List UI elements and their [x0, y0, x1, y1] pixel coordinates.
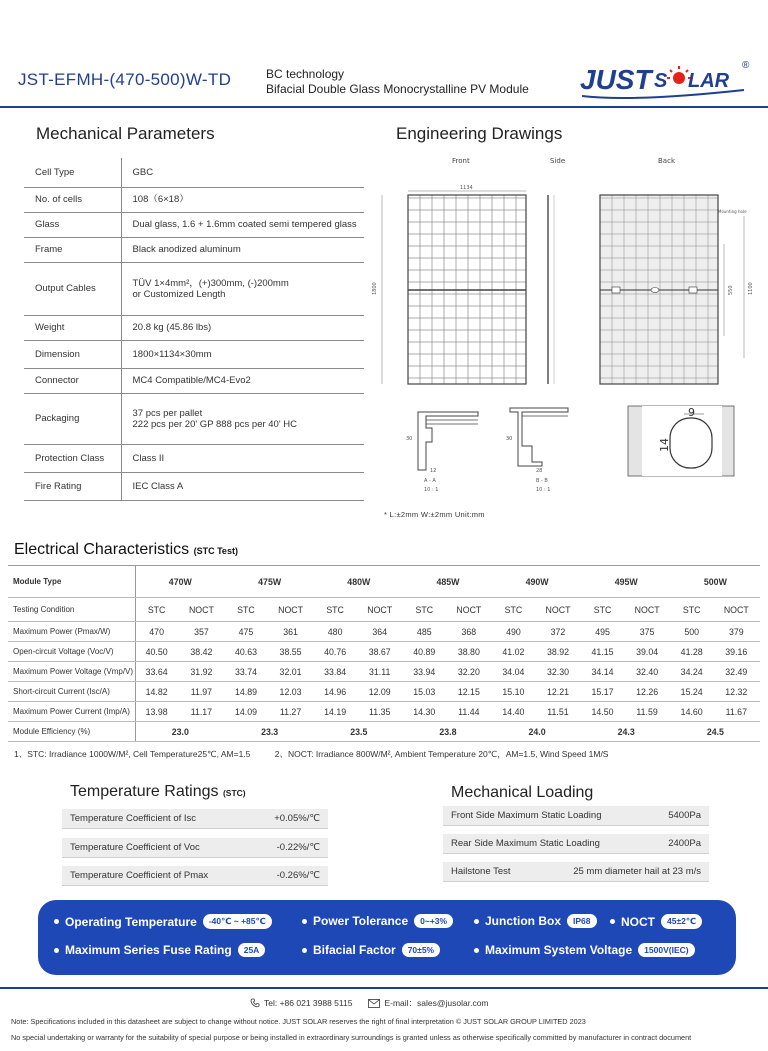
spec-value: 1500V(IEC) — [638, 943, 694, 957]
back-view — [600, 195, 754, 384]
section-b-b — [506, 408, 568, 493]
phone-icon — [250, 998, 260, 1008]
stc-value: 15.17 — [582, 682, 624, 702]
electrical-title-suffix: (STC Test) — [193, 546, 238, 556]
param-value-line2: or Customized Length — [132, 288, 226, 300]
temperature-title-suffix: (STC) — [222, 788, 246, 798]
spec-value: 70±5% — [402, 943, 440, 957]
noct-value: 357 — [178, 622, 225, 642]
side-dimension: 1100 — [748, 282, 754, 295]
model-480: 480W — [314, 566, 403, 598]
param-value-line2: 222 pcs per 20' GP 888 pcs per 40' HC — [132, 418, 298, 430]
electrical-rows — [8, 622, 760, 722]
param-value: Black anodized aluminum — [121, 237, 364, 262]
table-row — [24, 237, 364, 262]
stc-header: STC — [225, 598, 267, 622]
noct-value: 39.04 — [623, 642, 670, 662]
table-row — [8, 642, 760, 662]
temperature-title-text: Temperature Ratings — [70, 783, 219, 800]
efficiency-value: 23.8 — [403, 722, 492, 742]
electrical-title-text: Electrical Characteristics — [14, 541, 190, 558]
footer-divider — [0, 987, 768, 989]
spec-noct — [610, 914, 702, 929]
stc-value: 40.63 — [225, 642, 267, 662]
temp-row — [62, 866, 328, 886]
width-dimension: 1134 — [460, 185, 473, 191]
testing-condition-label: Testing Condition — [8, 598, 135, 622]
temp-key: Temperature Coefficient of Isc — [70, 813, 197, 824]
contact-info — [250, 997, 489, 1009]
noct-value: 38.55 — [267, 642, 314, 662]
noct-value: 375 — [623, 622, 670, 642]
param-value: MC4 Compatible/MC4-Evo2 — [121, 368, 364, 393]
stc-value: 34.04 — [493, 662, 535, 682]
stc-value: 495 — [582, 622, 624, 642]
tolerance-note: * L:±2mm W:±2mm Unit:mm — [384, 510, 485, 519]
load-row — [443, 834, 709, 854]
stc-header: STC — [582, 598, 624, 622]
table-row — [8, 682, 760, 702]
model-500: 500W — [671, 566, 760, 598]
stc-value: 485 — [403, 622, 445, 642]
bullet-icon — [610, 919, 615, 924]
just-solar-logo — [574, 56, 754, 102]
table-row — [8, 566, 760, 598]
param-value: 1800×1134×30mm — [121, 340, 364, 368]
noct-value: 11.35 — [356, 702, 403, 722]
load-row — [443, 806, 709, 826]
loading-title: Mechanical Loading — [451, 784, 594, 801]
product-description: Bifacial Double Glass Monocrystalline PV Module — [266, 82, 529, 96]
email-address[interactable]: E-mail：sales@jusolar.com — [384, 998, 489, 1008]
efficiency-value: 24.3 — [582, 722, 671, 742]
noct-value: 12.09 — [356, 682, 403, 702]
electrical-table — [8, 565, 760, 742]
stc-value: 14.19 — [314, 702, 356, 722]
mail-icon — [368, 999, 380, 1008]
logo-registered: ® — [742, 60, 750, 71]
model-470: 470W — [135, 566, 225, 598]
section-b-scale: 10 : 1 — [536, 487, 551, 493]
noct-value: 32.40 — [623, 662, 670, 682]
table-row — [24, 212, 364, 237]
back-label: Back — [658, 157, 675, 165]
noct-value: 379 — [713, 622, 760, 642]
stc-value: 40.50 — [135, 642, 178, 662]
stc-value: 475 — [225, 622, 267, 642]
noct-value: 32.20 — [445, 662, 492, 682]
noct-header: NOCT — [623, 598, 670, 622]
row-label: Short-circuit Current (Isc/A) — [8, 682, 135, 702]
disclaimer-note: Note: Specifications included in this datasheet are subject to change without notice. JUST SOLAR reserves the right of final interpretation © JUST SOLAR GROUP LIMITED 2023 — [11, 1017, 586, 1026]
spec-value: 0~+3% — [414, 914, 453, 928]
param-value: TÜV 1×4mm²，(+)300mm, (-)200mm — [132, 277, 289, 289]
stc-value: 15.24 — [671, 682, 713, 702]
param-key: Glass — [24, 212, 121, 237]
noct-value: 11.17 — [178, 702, 225, 722]
row-label: Maximum Power Current (Imp/A) — [8, 702, 135, 722]
param-value: Class II — [121, 444, 364, 472]
noct-value: 11.97 — [178, 682, 225, 702]
drawings-title: Engineering Drawings — [396, 124, 563, 143]
param-key: Weight — [24, 315, 121, 340]
stc-value: 14.40 — [493, 702, 535, 722]
noct-value: 372 — [534, 622, 581, 642]
electrical-notes — [14, 748, 630, 760]
load-value: 5400Pa — [668, 810, 701, 821]
back-dimension: 550 — [728, 285, 734, 295]
noct-value: 38.42 — [178, 642, 225, 662]
model-475: 475W — [225, 566, 314, 598]
spec-value: 25A — [238, 943, 266, 957]
bullet-icon — [54, 919, 59, 924]
table-row — [8, 622, 760, 642]
stc-header: STC — [403, 598, 445, 622]
spec-bifacial-factor — [302, 943, 440, 957]
model-495: 495W — [582, 566, 671, 598]
logo-text-lar: LAR — [688, 70, 730, 92]
phone-number: Tel: +86 021 3988 5115 — [264, 998, 353, 1008]
param-value: 37 pcs per pallet — [132, 407, 203, 419]
noct-value: 39.16 — [713, 642, 760, 662]
stc-value: 14.82 — [135, 682, 178, 702]
param-key: Frame — [24, 237, 121, 262]
warranty-note: No special undertaking or warranty for the suitability of special purpose or being installed in extraordinary surroundings is granted unless as otherwise specifically committed by manufacturer in contract document — [11, 1033, 692, 1042]
spec-label: Maximum Series Fuse Rating — [65, 943, 232, 957]
load-value: 25 mm diameter hail at 23 m/s — [573, 866, 701, 877]
noct-note: 2、NOCT: Irradiance 800W/M², Ambient Temperature 20℃，AM=1.5, Wind Speed 1M/S — [274, 749, 609, 759]
stc-value: 14.89 — [225, 682, 267, 702]
stc-value: 33.64 — [135, 662, 178, 682]
noct-header: NOCT — [356, 598, 403, 622]
logo-text-just: JUST — [580, 64, 652, 95]
mounting-hole-label: Mounting hole — [718, 209, 747, 214]
noct-value: 32.01 — [267, 662, 314, 682]
stc-value: 34.24 — [671, 662, 713, 682]
load-key: Front Side Maximum Static Loading — [451, 810, 602, 821]
noct-value: 11.44 — [445, 702, 492, 722]
section-a-scale: 10 : 1 — [424, 487, 439, 493]
efficiency-value: 23.0 — [135, 722, 225, 742]
table-row — [24, 315, 364, 340]
section-a-height: 30 — [406, 436, 413, 442]
stc-value: 40.76 — [314, 642, 356, 662]
mechanical-table — [24, 158, 364, 501]
param-key: Fire Rating — [24, 472, 121, 500]
stc-value: 14.96 — [314, 682, 356, 702]
bullet-icon — [54, 948, 59, 953]
stc-header: STC — [314, 598, 356, 622]
efficiency-value: 23.5 — [314, 722, 403, 742]
spec-max-system-voltage — [474, 943, 695, 957]
section-a-a — [406, 412, 478, 493]
table-row — [24, 472, 364, 500]
noct-value: 11.27 — [267, 702, 314, 722]
stc-value: 15.10 — [493, 682, 535, 702]
stc-header: STC — [493, 598, 535, 622]
hole-width: 9 — [688, 406, 695, 419]
spec-label: Bifacial Factor — [313, 943, 396, 957]
height-dimension: 1800 — [372, 282, 378, 295]
noct-header: NOCT — [713, 598, 760, 622]
table-row — [24, 262, 364, 315]
noct-value: 31.92 — [178, 662, 225, 682]
spec-label: Junction Box — [485, 914, 562, 928]
stc-value: 41.02 — [493, 642, 535, 662]
table-row — [24, 340, 364, 368]
stc-value: 40.89 — [403, 642, 445, 662]
temp-value: -0.22%/℃ — [276, 842, 320, 853]
load-key: Hailstone Test — [451, 866, 511, 877]
param-value: IEC Class A — [121, 472, 364, 500]
param-key: Protection Class — [24, 444, 121, 472]
temp-key: Temperature Coefficient of Voc — [70, 842, 200, 853]
param-value: GBC — [121, 158, 364, 187]
stc-value: 480 — [314, 622, 356, 642]
noct-value: 38.92 — [534, 642, 581, 662]
noct-value: 38.80 — [445, 642, 492, 662]
stc-note: 1、STC: Irradiance 1000W/M², Cell Temperature25℃, AM=1.5 — [14, 749, 251, 759]
table-row — [24, 368, 364, 393]
efficiency-value: 24.5 — [671, 722, 760, 742]
temp-row — [62, 838, 328, 858]
param-value: 108（6×18） — [121, 187, 364, 212]
noct-value: 12.32 — [713, 682, 760, 702]
spec-label: NOCT — [621, 914, 655, 929]
efficiency-value: 23.3 — [225, 722, 314, 742]
module-type-label: Module Type — [8, 566, 135, 598]
noct-header: NOCT — [445, 598, 492, 622]
noct-value: 11.67 — [713, 702, 760, 722]
table-row — [8, 702, 760, 722]
param-key: Packaging — [24, 393, 121, 444]
table-row — [24, 444, 364, 472]
param-key: Cell Type — [24, 158, 121, 187]
table-row — [24, 158, 364, 187]
section-b-height: 30 — [506, 436, 513, 442]
stc-value: 14.09 — [225, 702, 267, 722]
param-key: No. of cells — [24, 187, 121, 212]
header-divider — [0, 106, 768, 108]
param-key: Dimension — [24, 340, 121, 368]
spec-junction-box — [474, 914, 597, 928]
noct-value: 11.59 — [623, 702, 670, 722]
noct-value: 361 — [267, 622, 314, 642]
noct-value: 11.51 — [534, 702, 581, 722]
key-specs-banner — [38, 900, 736, 975]
param-key: Output Cables — [24, 262, 121, 315]
bullet-icon — [474, 948, 479, 953]
stc-value: 13.98 — [135, 702, 178, 722]
mounting-hole-detail — [628, 406, 734, 476]
spec-label: Maximum System Voltage — [485, 943, 633, 957]
spec-value: 45±2℃ — [661, 914, 702, 929]
stc-value: 41.15 — [582, 642, 624, 662]
front-label: Front — [452, 157, 470, 165]
stc-value: 490 — [493, 622, 535, 642]
noct-value: 38.67 — [356, 642, 403, 662]
noct-header: NOCT — [178, 598, 225, 622]
param-value-cell — [121, 393, 364, 444]
row-label: Open-circuit Voltage (Voc/V) — [8, 642, 135, 662]
logo-text-s: S — [654, 70, 668, 92]
section-b-label: B - B — [536, 478, 548, 484]
bullet-icon — [302, 919, 307, 924]
spec-label: Operating Temperature — [65, 914, 197, 929]
param-value-cell — [121, 262, 364, 315]
stc-value: 500 — [671, 622, 713, 642]
temp-key: Temperature Coefficient of Pmax — [70, 870, 209, 881]
spec-operating-temperature — [54, 914, 272, 929]
param-value: 20.8 kg (45.86 lbs) — [121, 315, 364, 340]
spec-value: -40℃ ~ +85℃ — [203, 914, 272, 929]
load-key: Rear Side Maximum Static Loading — [451, 838, 600, 849]
stc-header: STC — [671, 598, 713, 622]
hole-height: 14 — [658, 438, 671, 452]
engineering-drawings — [372, 150, 762, 522]
model-490: 490W — [493, 566, 582, 598]
noct-value: 368 — [445, 622, 492, 642]
temp-row — [62, 809, 328, 829]
table-row — [24, 393, 364, 444]
temp-value: -0.26%/℃ — [276, 870, 320, 881]
load-row — [443, 862, 709, 882]
model-485: 485W — [403, 566, 492, 598]
section-a-label: A - A — [424, 478, 436, 484]
table-row — [8, 598, 760, 622]
section-a-width: 12 — [430, 468, 437, 474]
table-row — [8, 662, 760, 682]
stc-value: 470 — [135, 622, 178, 642]
noct-header: NOCT — [267, 598, 314, 622]
efficiency-label: Module Efficiency (%) — [8, 722, 135, 742]
load-value: 2400Pa — [668, 838, 701, 849]
row-label: Maximum Power Voltage (Vmp/V) — [8, 662, 135, 682]
param-value: Dual glass, 1.6 + 1.6mm coated semi tempered glass — [121, 212, 364, 237]
stc-header: STC — [135, 598, 178, 622]
mechanical-title: Mechanical Parameters — [36, 124, 215, 143]
param-key: Connector — [24, 368, 121, 393]
noct-value: 12.03 — [267, 682, 314, 702]
noct-value: 12.21 — [534, 682, 581, 702]
temp-value: +0.05%/℃ — [274, 813, 320, 824]
stc-value: 33.74 — [225, 662, 267, 682]
side-view — [548, 195, 554, 384]
bullet-icon — [302, 948, 307, 953]
technology-label: BC technology — [266, 67, 345, 81]
noct-header: NOCT — [534, 598, 581, 622]
stc-value: 33.84 — [314, 662, 356, 682]
noct-value: 31.11 — [356, 662, 403, 682]
table-row — [8, 722, 760, 742]
stc-value: 33.94 — [403, 662, 445, 682]
temperature-title — [70, 783, 246, 801]
noct-value: 12.26 — [623, 682, 670, 702]
stc-value: 34.14 — [582, 662, 624, 682]
noct-value: 364 — [356, 622, 403, 642]
stc-value: 14.50 — [582, 702, 624, 722]
section-b-width: 28 — [536, 468, 543, 474]
spec-label: Power Tolerance — [313, 914, 409, 928]
side-label: Side — [550, 157, 566, 165]
noct-value: 12.15 — [445, 682, 492, 702]
model-name: JST-EFMH-(470-500)W-TD — [18, 70, 232, 89]
stc-value: 15.03 — [403, 682, 445, 702]
spec-series-fuse — [54, 943, 265, 957]
electrical-title — [14, 541, 238, 559]
stc-value: 14.60 — [671, 702, 713, 722]
stc-value: 14.30 — [403, 702, 445, 722]
efficiency-value: 24.0 — [493, 722, 582, 742]
noct-value: 32.30 — [534, 662, 581, 682]
spec-value: IP68 — [567, 914, 597, 928]
spec-power-tolerance — [302, 914, 453, 928]
table-row — [24, 187, 364, 212]
stc-value: 41.28 — [671, 642, 713, 662]
front-view — [372, 185, 526, 384]
noct-value: 32.49 — [713, 662, 760, 682]
row-label: Maximum Power (Pmax/W) — [8, 622, 135, 642]
bullet-icon — [474, 919, 479, 924]
